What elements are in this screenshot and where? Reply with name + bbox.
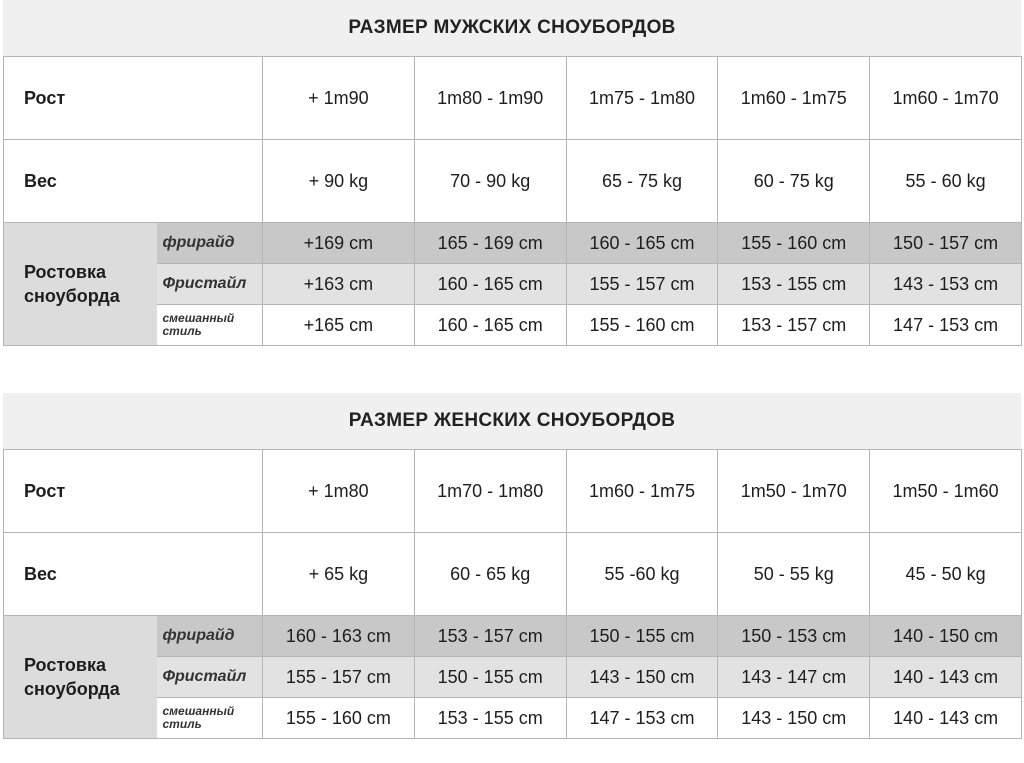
women-weight-cell: 60 - 65 kg [414,533,566,616]
men-size-cell: 150 - 157 cm [870,223,1022,264]
women-height-row [4,450,1022,533]
women-size-cell: 147 - 153 cm [566,698,718,739]
men-style-freestyle: Фристайл [157,264,263,305]
men-board-label-line1: Ростовка [24,262,106,282]
women-size-cell: 153 - 157 cm [414,616,566,657]
men-size-table [3,56,1022,346]
men-size-cell: 160 - 165 cm [566,223,718,264]
men-style-mixed [157,305,263,346]
women-height-cell: 1m50 - 1m70 [718,450,870,533]
women-weight-cell: 55 -60 kg [566,533,718,616]
women-size-cell: 155 - 157 cm [263,657,415,698]
men-size-cell: +163 cm [263,264,415,305]
women-board-label-line2: сноуборда [24,679,120,699]
men-height-cell: 1m75 - 1m80 [566,57,718,140]
women-style-mixed-line1: смешанный [162,704,235,718]
women-height-label: Рост [4,450,263,533]
women-height-cell: 1m50 - 1m60 [870,450,1022,533]
men-size-cell: 160 - 165 cm [414,305,566,346]
men-size-cell: 155 - 160 cm [718,223,870,264]
women-weight-cell: 45 - 50 kg [870,533,1022,616]
women-freestyle-row [4,657,1022,698]
men-board-label-line2: сноуборда [24,286,120,306]
men-weight-cell: 70 - 90 kg [414,140,566,223]
men-size-cell: 155 - 160 cm [566,305,718,346]
women-freeride-row [4,616,1022,657]
men-size-cell: +169 cm [263,223,415,264]
women-weight-row [4,533,1022,616]
men-style-mixed-line2: стиль [162,324,202,338]
men-size-cell: 153 - 157 cm [718,305,870,346]
women-size-section [3,393,1021,739]
women-size-cell: 155 - 160 cm [263,698,415,739]
men-freestyle-row [4,264,1022,305]
women-board-size-label [4,616,157,739]
women-size-cell: 150 - 155 cm [566,616,718,657]
men-height-row [4,57,1022,140]
women-weight-label: Вес [4,533,263,616]
men-table-title: РАЗМЕР МУЖСКИХ СНОУБОРДОВ [3,0,1021,56]
women-size-cell: 140 - 150 cm [870,616,1022,657]
men-weight-row [4,140,1022,223]
women-size-table [3,449,1022,739]
women-height-cell: + 1m80 [263,450,415,533]
men-mixed-row [4,305,1022,346]
men-size-cell: 160 - 165 cm [414,264,566,305]
women-weight-cell: + 65 kg [263,533,415,616]
women-size-cell: 160 - 163 cm [263,616,415,657]
men-weight-cell: 55 - 60 kg [870,140,1022,223]
men-weight-cell: 65 - 75 kg [566,140,718,223]
men-size-cell: +165 cm [263,305,415,346]
men-size-cell: 155 - 157 cm [566,264,718,305]
women-height-cell: 1m60 - 1m75 [566,450,718,533]
women-weight-cell: 50 - 55 kg [718,533,870,616]
men-size-cell: 143 - 153 cm [870,264,1022,305]
men-weight-label: Вес [4,140,263,223]
women-board-label-line1: Ростовка [24,655,106,675]
women-size-cell: 153 - 155 cm [414,698,566,739]
women-height-cell: 1m70 - 1m80 [414,450,566,533]
men-weight-cell: + 90 kg [263,140,415,223]
men-style-freeride: фрирайд [157,223,263,264]
men-size-section [3,0,1021,346]
men-height-label: Рост [4,57,263,140]
women-style-mixed-line2: стиль [162,717,202,731]
men-height-cell: 1m60 - 1m75 [718,57,870,140]
men-weight-cell: 60 - 75 kg [718,140,870,223]
women-table-title: РАЗМЕР ЖЕНСКИХ СНОУБОРДОВ [3,393,1021,449]
men-size-cell: 153 - 155 cm [718,264,870,305]
women-style-freestyle: Фристайл [157,657,263,698]
women-style-freeride: фрирайд [157,616,263,657]
men-height-cell: + 1m90 [263,57,415,140]
women-size-cell: 150 - 153 cm [718,616,870,657]
men-size-cell: 147 - 153 cm [870,305,1022,346]
men-size-cell: 165 - 169 cm [414,223,566,264]
men-style-mixed-line1: смешанный [162,311,235,325]
men-height-cell: 1m60 - 1m70 [870,57,1022,140]
women-style-mixed [157,698,263,739]
women-size-cell: 143 - 147 cm [718,657,870,698]
women-size-cell: 150 - 155 cm [414,657,566,698]
women-mixed-row [4,698,1022,739]
women-size-cell: 140 - 143 cm [870,698,1022,739]
men-freeride-row [4,223,1022,264]
women-size-cell: 143 - 150 cm [566,657,718,698]
women-size-cell: 143 - 150 cm [718,698,870,739]
men-board-size-label [4,223,157,346]
men-height-cell: 1m80 - 1m90 [414,57,566,140]
women-size-cell: 140 - 143 cm [870,657,1022,698]
